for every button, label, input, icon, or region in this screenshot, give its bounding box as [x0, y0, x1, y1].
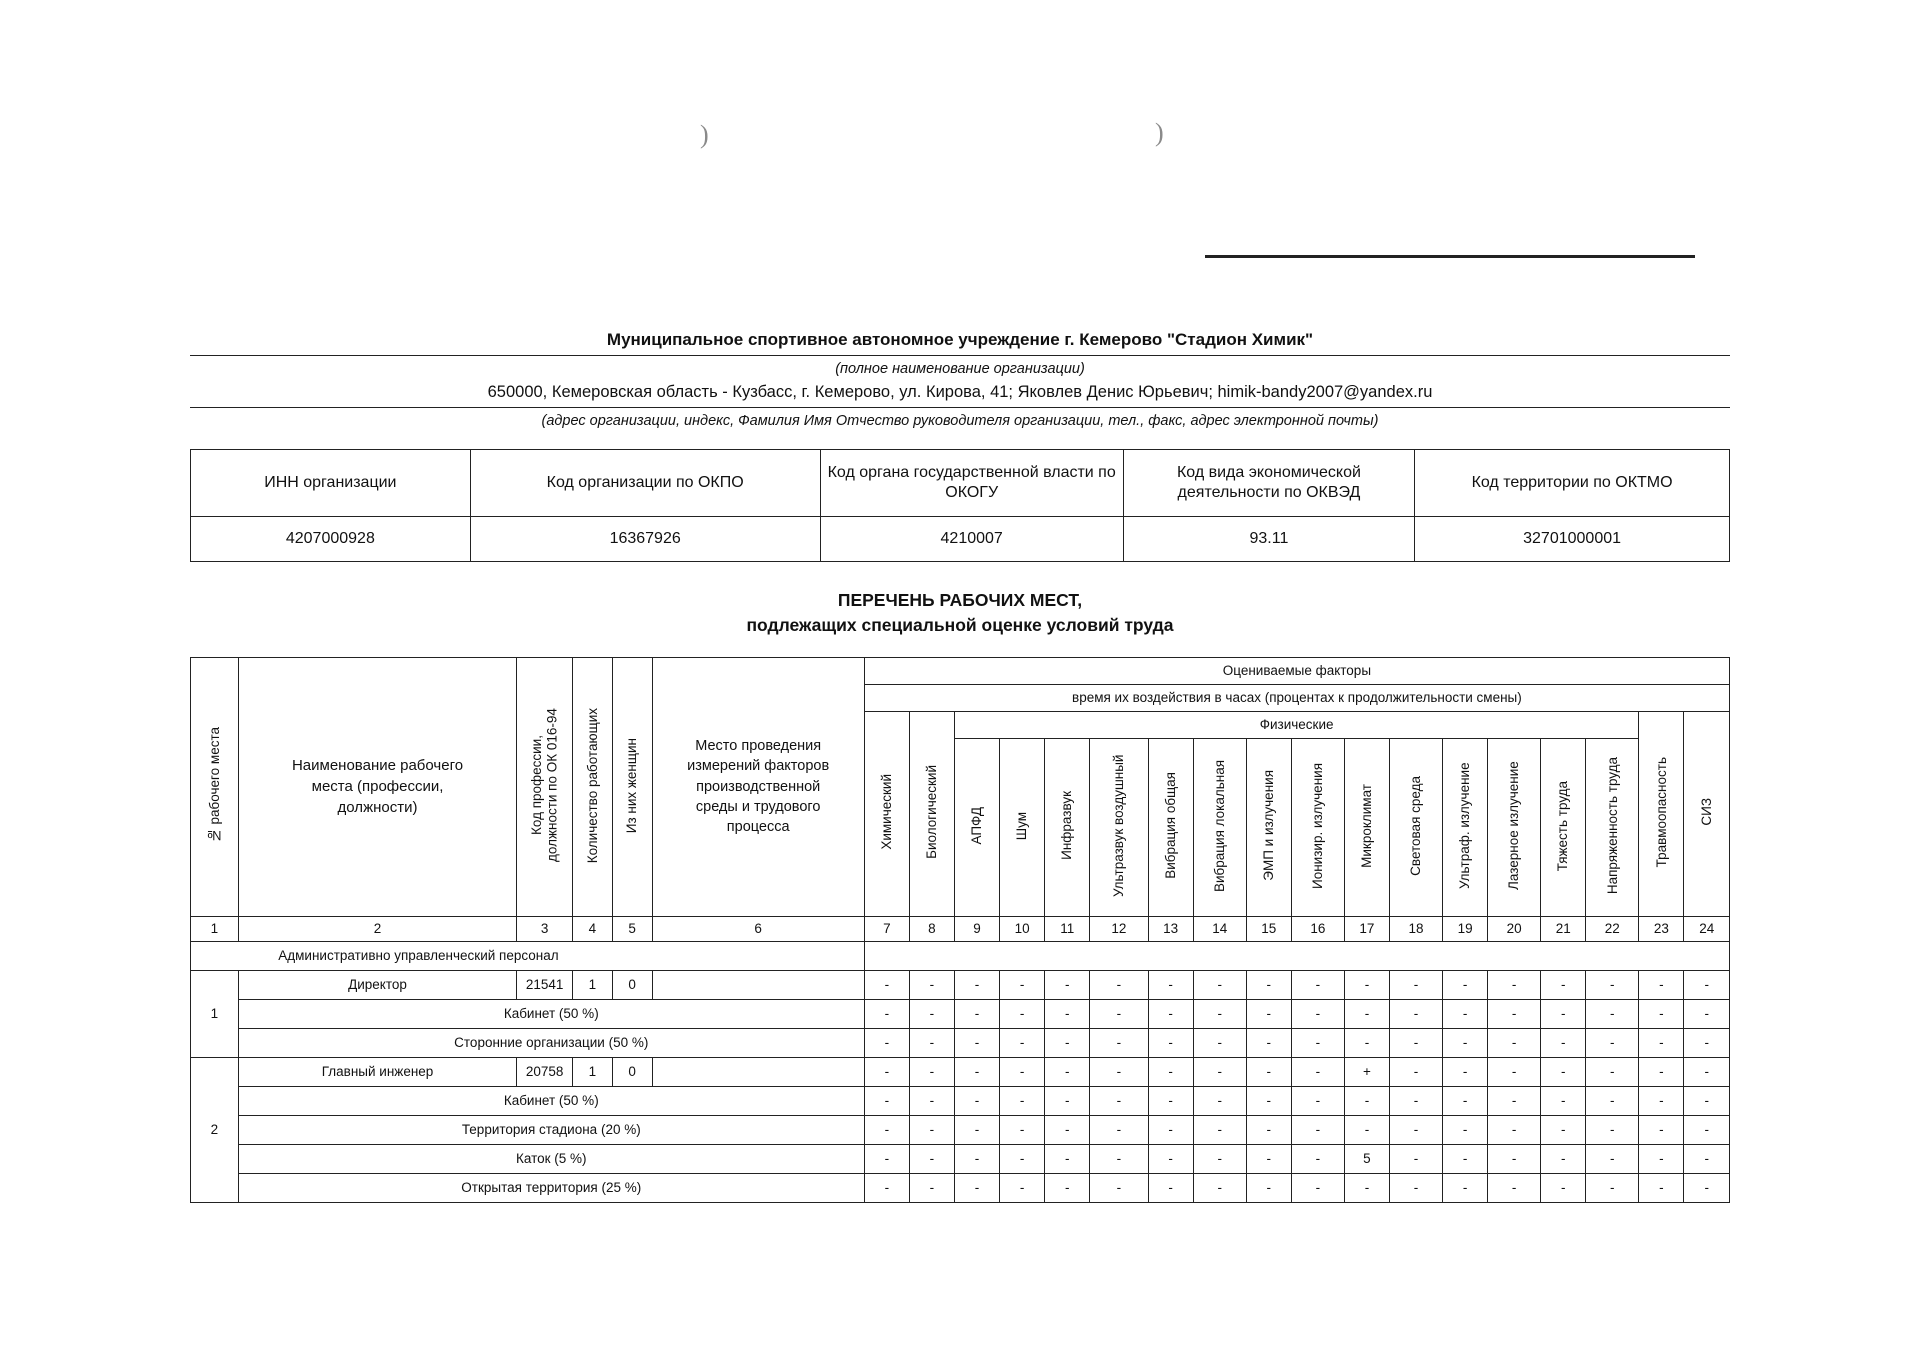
row-factor-micro: -	[1344, 999, 1389, 1028]
scan-artifact-mark1: )	[700, 120, 709, 149]
row-factor-vibr-general: -	[1148, 1144, 1193, 1173]
row-workers-count: 1	[573, 970, 613, 999]
row-factor-apfd: -	[954, 1173, 999, 1202]
codes-table	[190, 449, 1730, 562]
col-header-siz	[1684, 711, 1730, 916]
row-factor-ultra: -	[1090, 970, 1148, 999]
row-factor-uv: -	[1443, 970, 1488, 999]
col-header-noise-text: Шум	[1014, 811, 1030, 840]
col-header-ultrasound	[1090, 738, 1148, 916]
row-factor-ioniz: -	[1291, 970, 1344, 999]
row-factor-micro: -	[1344, 1173, 1389, 1202]
row-factor-heavy: -	[1541, 1144, 1586, 1173]
col-header-workers-count	[573, 657, 613, 916]
row-factor-infra: -	[1045, 1144, 1090, 1173]
row-factor-trauma: -	[1639, 1144, 1684, 1173]
row-factor-trauma: -	[1639, 970, 1684, 999]
row-factor-apfd: -	[954, 1144, 999, 1173]
codes-header-row	[191, 450, 1730, 517]
row-factor-chem: -	[864, 1173, 909, 1202]
col-header-light-text: Световая среда	[1408, 775, 1424, 876]
row-factor-tense: -	[1586, 1144, 1639, 1173]
row-factor-laser: -	[1488, 1115, 1541, 1144]
row-factor-vibr-general: -	[1148, 1115, 1193, 1144]
col-header-apfd-text: АПФД	[969, 806, 985, 845]
col-header-ionizing-text: Ионизир. излучения	[1310, 762, 1326, 889]
group-header-factors-time: время их воздействия в часах (процентах к продолжительности смены)	[864, 684, 1729, 711]
row-number: 1	[191, 970, 239, 1057]
col-header-workplace-name-text: Наименование рабочего места (профессии, должности)	[291, 757, 464, 817]
section-empty-cells	[864, 941, 1729, 970]
col-header-emp	[1246, 738, 1291, 916]
row-factor-noise: -	[1000, 1115, 1045, 1144]
colnum-22: 22	[1586, 916, 1639, 941]
row-factor-chem: -	[864, 1086, 909, 1115]
col-header-workplace-name	[238, 657, 517, 916]
row-factor-uv: -	[1443, 1028, 1488, 1057]
row-profession-code: 21541	[517, 970, 573, 999]
row-factor-infra: -	[1045, 1086, 1090, 1115]
colnum-1: 1	[191, 916, 239, 941]
row-factor-apfd: -	[954, 1057, 999, 1086]
row-factor-vibr-general: -	[1148, 970, 1193, 999]
row-measurement-place: Кабинет (50 %)	[238, 999, 864, 1028]
row-factor-light: -	[1389, 999, 1442, 1028]
row-factor-micro: -	[1344, 1028, 1389, 1057]
row-measurement-place	[652, 970, 864, 999]
row-factor-laser: -	[1488, 1173, 1541, 1202]
colnum-11: 11	[1045, 916, 1090, 941]
group-header-physical: Физические	[954, 711, 1638, 738]
table-row	[191, 1028, 1730, 1057]
row-factor-tense: -	[1586, 1086, 1639, 1115]
row-measurement-place: Сторонние организации (50 %)	[238, 1028, 864, 1057]
row-factor-vibr-local: -	[1193, 1115, 1246, 1144]
row-factor-bio: -	[909, 970, 954, 999]
colnum-13: 13	[1148, 916, 1193, 941]
row-factor-infra: -	[1045, 1057, 1090, 1086]
row-factor-light: -	[1389, 1086, 1442, 1115]
row-factor-vibr-local: -	[1193, 1086, 1246, 1115]
row-workplace-name: Главный инженер	[238, 1057, 517, 1086]
divider-under-address	[190, 407, 1730, 408]
row-factor-emp: -	[1246, 1086, 1291, 1115]
col-header-heaviness-text: Тяжесть труда	[1555, 780, 1571, 871]
row-women-count: 0	[612, 1057, 652, 1086]
row-factor-infra: -	[1045, 999, 1090, 1028]
table-row	[191, 1173, 1730, 1202]
row-factor-uv: -	[1443, 1173, 1488, 1202]
row-factor-heavy: -	[1541, 1028, 1586, 1057]
col-header-biological	[909, 711, 954, 916]
col-header-siz-text: СИЗ	[1698, 798, 1714, 827]
top-horizontal-rule	[1205, 255, 1695, 258]
row-factor-chem: -	[864, 1115, 909, 1144]
row-factor-noise: -	[1000, 1173, 1045, 1202]
row-factor-noise: -	[1000, 1028, 1045, 1057]
col-header-workers-count-text: Количество работающих	[584, 707, 600, 863]
codes-header-okpo: Код организации по ОКПО	[470, 450, 820, 517]
row-factor-heavy: -	[1541, 1173, 1586, 1202]
row-factor-tense: -	[1586, 1028, 1639, 1057]
row-factor-trauma: -	[1639, 1173, 1684, 1202]
row-factor-emp: -	[1246, 1115, 1291, 1144]
row-factor-light: -	[1389, 1028, 1442, 1057]
row-factor-siz: -	[1684, 1086, 1730, 1115]
row-factor-laser: -	[1488, 1086, 1541, 1115]
page-title	[190, 588, 1730, 639]
row-factor-bio: -	[909, 1144, 954, 1173]
row-factor-vibr-local: -	[1193, 1057, 1246, 1086]
row-measurement-place: Открытая территория (25 %)	[238, 1173, 864, 1202]
table-row	[191, 1115, 1730, 1144]
colnum-3: 3	[517, 916, 573, 941]
row-factor-apfd: -	[954, 999, 999, 1028]
column-number-row	[191, 916, 1730, 941]
row-factor-apfd: -	[954, 1115, 999, 1144]
organization-name: Муниципальное спортивное автономное учреждение г. Кемерово "Стадион Химик"	[606, 330, 1314, 349]
colnum-15: 15	[1246, 916, 1291, 941]
col-header-biological-text: Биологический	[924, 765, 940, 860]
row-factor-ioniz: -	[1291, 1057, 1344, 1086]
row-factor-siz: -	[1684, 1144, 1730, 1173]
row-factor-laser: -	[1488, 1144, 1541, 1173]
colnum-7: 7	[864, 916, 909, 941]
row-factor-light: -	[1389, 1115, 1442, 1144]
organization-address: 650000, Кемеровская область - Кузбасс, г. Кемерово, ул. Кирова, 41; Яковлев Денис Юрьевич; himik-bandy2007@yandex.ru	[487, 383, 1433, 401]
row-factor-micro: 5	[1344, 1144, 1389, 1173]
col-header-measurement-place-text: Место проведения измерений факторов производственной среды и трудового процесса	[687, 738, 830, 836]
row-factor-siz: -	[1684, 1057, 1730, 1086]
row-factor-siz: -	[1684, 999, 1730, 1028]
row-factor-trauma: -	[1639, 1028, 1684, 1057]
row-factor-tense: -	[1586, 1173, 1639, 1202]
row-factor-ioniz: -	[1291, 999, 1344, 1028]
row-factor-vibr-local: -	[1193, 1173, 1246, 1202]
row-factor-ioniz: -	[1291, 1173, 1344, 1202]
colnum-10: 10	[1000, 916, 1045, 941]
row-profession-code: 20758	[517, 1057, 573, 1086]
scan-artifact-mark2: )	[1155, 118, 1164, 147]
row-factor-micro: -	[1344, 1086, 1389, 1115]
table-row	[191, 1144, 1730, 1173]
codes-value-inn: 4207000928	[191, 517, 471, 562]
col-header-heaviness	[1541, 738, 1586, 916]
row-factor-heavy: -	[1541, 1057, 1586, 1086]
colnum-9: 9	[954, 916, 999, 941]
row-factor-vibr-general: -	[1148, 999, 1193, 1028]
row-factor-ultra: -	[1090, 1028, 1148, 1057]
row-factor-vibr-general: -	[1148, 1173, 1193, 1202]
row-factor-uv: -	[1443, 1086, 1488, 1115]
row-measurement-place: Территория стадиона (20 %)	[238, 1115, 864, 1144]
row-factor-vibr-local: -	[1193, 1144, 1246, 1173]
row-factor-micro: +	[1344, 1057, 1389, 1086]
row-factor-micro: -	[1344, 970, 1389, 999]
col-header-infrasound	[1045, 738, 1090, 916]
colnum-5: 5	[612, 916, 652, 941]
colnum-18: 18	[1389, 916, 1442, 941]
colnum-19: 19	[1443, 916, 1488, 941]
colnum-8: 8	[909, 916, 954, 941]
codes-header-inn: ИНН организации	[191, 450, 471, 517]
colnum-14: 14	[1193, 916, 1246, 941]
codes-value-row	[191, 517, 1730, 562]
organization-address-caption: (адрес организации, индекс, Фамилия Имя Отчество руководителя организации, тел., факс, адрес электронной почты)	[541, 413, 1379, 429]
col-header-noise	[1000, 738, 1045, 916]
row-factor-laser: -	[1488, 1028, 1541, 1057]
row-measurement-place: Каток (5 %)	[238, 1144, 864, 1173]
row-factor-heavy: -	[1541, 999, 1586, 1028]
row-factor-bio: -	[909, 1028, 954, 1057]
col-header-measurement-place	[652, 657, 864, 916]
col-header-uv-text: Ультраф. излучение	[1457, 762, 1473, 890]
table-row	[191, 999, 1730, 1028]
row-factor-vibr-local: -	[1193, 970, 1246, 999]
row-factor-heavy: -	[1541, 1086, 1586, 1115]
codes-value-oktmo: 32701000001	[1415, 517, 1730, 562]
row-factor-emp: -	[1246, 1028, 1291, 1057]
row-factor-infra: -	[1045, 970, 1090, 999]
colnum-21: 21	[1541, 916, 1586, 941]
row-factor-light: -	[1389, 1057, 1442, 1086]
workplaces-table	[190, 657, 1730, 1203]
row-factor-tense: -	[1586, 999, 1639, 1028]
codes-header-okved: Код вида экономической деятельности по ОКВЭД	[1123, 450, 1414, 517]
col-header-microclimate	[1344, 738, 1389, 916]
row-factor-noise: -	[1000, 999, 1045, 1028]
row-measurement-place	[652, 1057, 864, 1086]
row-factor-trauma: -	[1639, 1115, 1684, 1144]
row-factor-ultra: -	[1090, 1086, 1148, 1115]
section-row	[191, 941, 1730, 970]
header-row-1	[191, 657, 1730, 684]
row-factor-vibr-local: -	[1193, 1028, 1246, 1057]
colnum-17: 17	[1344, 916, 1389, 941]
row-factor-trauma: -	[1639, 999, 1684, 1028]
row-factor-laser: -	[1488, 999, 1541, 1028]
page-title-line2: подлежащих специальной оценке условий труда	[746, 615, 1174, 636]
row-factor-infra: -	[1045, 1115, 1090, 1144]
colnum-16: 16	[1291, 916, 1344, 941]
row-factor-laser: -	[1488, 970, 1541, 999]
row-factor-ioniz: -	[1291, 1086, 1344, 1115]
row-factor-bio: -	[909, 1173, 954, 1202]
row-factor-ultra: -	[1090, 1115, 1148, 1144]
row-factor-tense: -	[1586, 970, 1639, 999]
row-factor-chem: -	[864, 999, 909, 1028]
row-factor-chem: -	[864, 970, 909, 999]
row-factor-bio: -	[909, 1086, 954, 1115]
codes-value-okved: 93.11	[1123, 517, 1414, 562]
col-header-women-count	[612, 657, 652, 916]
row-factor-emp: -	[1246, 1173, 1291, 1202]
row-measurement-place: Кабинет (50 %)	[238, 1086, 864, 1115]
table-row	[191, 970, 1730, 999]
row-factor-ultra: -	[1090, 1173, 1148, 1202]
row-factor-vibr-local: -	[1193, 999, 1246, 1028]
codes-header-okogu: Код органа государственной власти по ОКОГУ	[820, 450, 1123, 517]
row-workplace-name: Директор	[238, 970, 517, 999]
row-women-count: 0	[612, 970, 652, 999]
row-factor-chem: -	[864, 1057, 909, 1086]
row-factor-bio: -	[909, 999, 954, 1028]
col-header-vibration-general	[1148, 738, 1193, 916]
row-factor-laser: -	[1488, 1057, 1541, 1086]
section-title: Административно управленческий персонал	[238, 941, 864, 970]
row-number: 2	[191, 1057, 239, 1202]
row-factor-light: -	[1389, 1144, 1442, 1173]
row-factor-trauma: -	[1639, 1086, 1684, 1115]
row-factor-emp: -	[1246, 970, 1291, 999]
col-header-tension	[1586, 738, 1639, 916]
row-factor-ultra: -	[1090, 999, 1148, 1028]
row-factor-tense: -	[1586, 1057, 1639, 1086]
col-header-apfd	[954, 738, 999, 916]
row-factor-uv: -	[1443, 1115, 1488, 1144]
col-header-vibration-general-text: Вибрация общая	[1162, 772, 1178, 880]
col-header-profession-code	[517, 657, 573, 916]
col-header-ionizing	[1291, 738, 1344, 916]
row-factor-uv: -	[1443, 999, 1488, 1028]
row-factor-noise: -	[1000, 1144, 1045, 1173]
row-factor-vibr-general: -	[1148, 1028, 1193, 1057]
codes-header-oktmo: Код территории по ОКТМО	[1415, 450, 1730, 517]
col-header-profession-code-text: Код профессии, должности по ОК 016-94	[529, 708, 560, 863]
colnum-24: 24	[1684, 916, 1730, 941]
col-header-ultrasound-text: Ультразвук воздушный	[1111, 754, 1127, 897]
row-factor-siz: -	[1684, 1173, 1730, 1202]
colnum-6: 6	[652, 916, 864, 941]
col-header-trauma-text: Травмоопасность	[1653, 757, 1669, 868]
row-factor-micro: -	[1344, 1115, 1389, 1144]
row-factor-bio: -	[909, 1057, 954, 1086]
page-title-line1: ПЕРЕЧЕНЬ РАБОЧИХ МЕСТ,	[837, 590, 1083, 610]
row-factor-siz: -	[1684, 970, 1730, 999]
col-header-women-count-text: Из них женщин	[624, 737, 640, 833]
row-factor-emp: -	[1246, 1057, 1291, 1086]
codes-value-okpo: 16367926	[470, 517, 820, 562]
row-factor-tense: -	[1586, 1115, 1639, 1144]
group-header-factors: Оцениваемые факторы	[864, 657, 1729, 684]
row-factor-uv: -	[1443, 1144, 1488, 1173]
colnum-12: 12	[1090, 916, 1148, 941]
row-workers-count: 1	[573, 1057, 613, 1086]
row-factor-vibr-general: -	[1148, 1057, 1193, 1086]
col-header-vibration-local-text: Вибрация локальная	[1211, 759, 1227, 892]
row-factor-chem: -	[864, 1144, 909, 1173]
colnum-4: 4	[573, 916, 613, 941]
col-header-emp-text: ЭМП и излучения	[1261, 770, 1277, 882]
row-factor-apfd: -	[954, 970, 999, 999]
row-factor-emp: -	[1246, 999, 1291, 1028]
row-factor-heavy: -	[1541, 970, 1586, 999]
row-factor-ultra: -	[1090, 1144, 1148, 1173]
row-factor-chem: -	[864, 1028, 909, 1057]
row-factor-infra: -	[1045, 1028, 1090, 1057]
col-header-laser	[1488, 738, 1541, 916]
col-header-tension-text: Напряженность труда	[1604, 757, 1620, 895]
colnum-23: 23	[1639, 916, 1684, 941]
divider-under-org-name	[190, 355, 1730, 356]
col-header-chemical	[864, 711, 909, 916]
col-header-workplace-number-text: № рабочего места	[206, 727, 222, 844]
row-factor-siz: -	[1684, 1028, 1730, 1057]
row-factor-emp: -	[1246, 1144, 1291, 1173]
table-row	[191, 1057, 1730, 1086]
row-factor-siz: -	[1684, 1115, 1730, 1144]
colnum-20: 20	[1488, 916, 1541, 941]
col-header-uv	[1443, 738, 1488, 916]
codes-value-okogu: 4210007	[820, 517, 1123, 562]
row-factor-heavy: -	[1541, 1115, 1586, 1144]
document-body	[190, 330, 1730, 1203]
col-header-chemical-text: Химический	[879, 774, 895, 851]
table-row	[191, 1086, 1730, 1115]
row-factor-ioniz: -	[1291, 1028, 1344, 1057]
row-factor-vibr-general: -	[1148, 1086, 1193, 1115]
col-header-light	[1389, 738, 1442, 916]
col-header-laser-text: Лазерное излучение	[1506, 761, 1522, 891]
row-factor-uv: -	[1443, 1057, 1488, 1086]
col-header-infrasound-text: Инфразвук	[1059, 791, 1075, 861]
colnum-2: 2	[238, 916, 517, 941]
row-factor-apfd: -	[954, 1028, 999, 1057]
row-factor-noise: -	[1000, 1086, 1045, 1115]
row-factor-light: -	[1389, 970, 1442, 999]
col-header-workplace-number	[191, 657, 239, 916]
row-factor-infra: -	[1045, 1173, 1090, 1202]
row-factor-apfd: -	[954, 1086, 999, 1115]
col-header-microclimate-text: Микроклимат	[1359, 783, 1375, 868]
row-factor-light: -	[1389, 1173, 1442, 1202]
row-factor-ultra: -	[1090, 1057, 1148, 1086]
row-factor-noise: -	[1000, 970, 1045, 999]
row-factor-ioniz: -	[1291, 1115, 1344, 1144]
row-factor-ioniz: -	[1291, 1144, 1344, 1173]
col-header-trauma	[1639, 711, 1684, 916]
col-header-vibration-local	[1193, 738, 1246, 916]
row-factor-noise: -	[1000, 1057, 1045, 1086]
organization-name-caption: (полное наименование организации)	[835, 361, 1085, 377]
row-factor-trauma: -	[1639, 1057, 1684, 1086]
row-factor-bio: -	[909, 1115, 954, 1144]
